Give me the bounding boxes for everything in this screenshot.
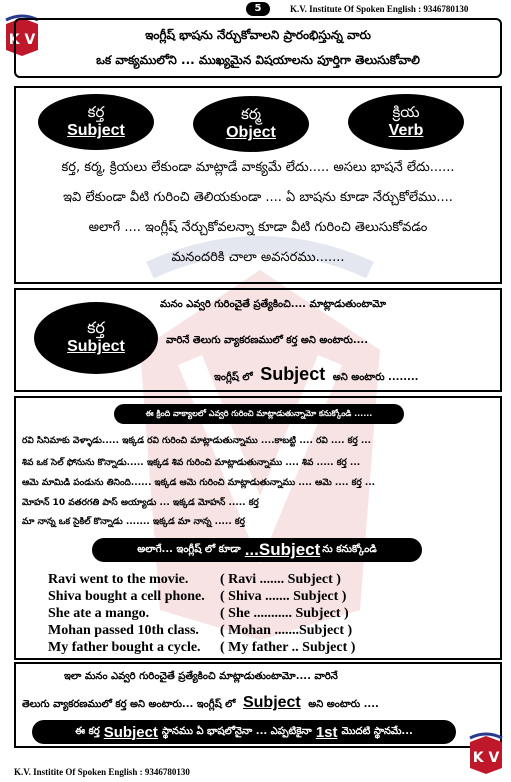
subject-line-3-word: Subject <box>260 364 326 384</box>
subject-oval-english: Subject <box>67 338 125 355</box>
subject-oval <box>34 302 158 374</box>
subject-line-2: వారినే తెలుగు వ్యాకరణములో కర్త అని అంటారు.... <box>166 335 369 346</box>
paragraph-line-1: కర్త, కర్మ, క్రియలు లేకుండా మాట్లాడే వాక్యమే లేదు..... అసలు భాషనే లేదు...... <box>61 160 455 175</box>
oval-subject <box>38 94 154 150</box>
summary-pill-word2: 1st <box>315 723 338 741</box>
paragraph-line-2: ఇవి లేకుండా వీటి గురించి తెలియకుండా .... ఏ బాషను కూడా నేర్చుకోలేము.... <box>63 190 453 205</box>
subject-line-3-pre: ఇంగ్లీష్ లో <box>214 372 253 383</box>
summary-line-1: ఇలా మనం ఎవ్వరి గురించైతే ప్రత్యేకించి మాట్లాడుతుంటామో.... వారినే <box>64 671 338 682</box>
header-institute: K.V. Institute Of Spoken English : 9346780130 <box>290 4 469 14</box>
page-number-badge <box>246 2 270 16</box>
subject-line-3-post: అని అంటారు ........ <box>332 372 419 383</box>
find-subject-banner <box>92 538 422 562</box>
english-sentence-4: Mohan passed 10th class. <box>48 623 199 638</box>
oval-object-telugu: కర్మ <box>240 105 262 123</box>
summary-pill-pre: ఈ కర్త <box>75 726 100 737</box>
english-answer-4: ( Mohan .......Subject ) <box>220 623 353 638</box>
example-telugu-5: మా నాన్న ఒక సైకిల్ కొన్నాడు ....... ఇక్కడ మా నాన్న ..... కర్త <box>22 517 245 527</box>
oval-object-english: Object <box>226 124 276 141</box>
oval-object <box>193 96 309 152</box>
english-answer-3: ( She ........... Subject ) <box>220 606 349 621</box>
find-subject-pre: అలాగే... ఇంగ్లీష్ లో కూడా <box>137 544 241 555</box>
english-answer-5: ( My father .. Subject ) <box>220 640 356 655</box>
summary-line-2-post: అని అంటారు .... <box>308 699 379 710</box>
find-subject-post: ను కనుక్కోండి <box>322 544 377 555</box>
english-sentence-1: Ravi went to the movie. <box>48 572 189 587</box>
english-answer-1: ( Ravi ....... Subject ) <box>220 572 341 587</box>
footer-institute: K.V. Institite Of Spoken English : 9346780130 <box>14 767 190 777</box>
subject-line-1: మనం ఎవ్వరి గురించైతే ప్రత్యేకించి.... మాట్లాడుతుంటామో <box>160 299 387 310</box>
summary-line-2-word: Subject <box>242 694 301 711</box>
paragraph-line-4: మనందరికి చాలా అవసరము....... <box>171 250 345 265</box>
examples-banner-text: ఈ క్రింది వాక్యాలలో ఎవ్వరి గురించి మాట్లాడుతున్నామో కనుక్కోండి ...... <box>145 408 373 418</box>
oval-verb-telugu: క్రియ <box>392 103 420 121</box>
svg-text:K V: K V <box>472 750 500 766</box>
paragraph-line-3: అలాగే .... ఇంగ్లీష్ నేర్చుకోవలన్నా కూడా వీటి గురించి తెలుసుకోవడం <box>88 220 428 235</box>
example-telugu-4: మోహన్ 10 వతరగతి పాస్ అయ్యాడు ... ఇక్కడ మోహన్ ..... కర్త <box>22 498 259 508</box>
oval-subject-telugu: కర్త <box>87 103 105 121</box>
intro-box <box>14 18 502 78</box>
summary-pill-mid: స్థానము ఏ భాషలోనైనా ... ఎప్పటికైనా <box>161 726 312 737</box>
summary-pill-post: మొదటి స్థానమే... <box>341 726 413 737</box>
example-telugu-3: ఆమె మామిడి పండును తినింది...... ఇక్కడ ఆమె గురించి మాట్లాడుతున్నాము .... ఆమె .... కర్త ... <box>22 478 376 488</box>
english-sentence-5: My father bought a cycle. <box>48 640 201 655</box>
summary-pill <box>32 720 456 744</box>
oval-verb-english: Verb <box>388 122 424 139</box>
logo-bottom-right <box>466 732 506 774</box>
intro-line-2: ఒక వాక్యములోని ... ముఖ్యమైన విషయాలను పూర్తిగా తెలుసుకోవాలి <box>96 53 420 67</box>
english-answer-2: ( Shiva ....... Subject ) <box>220 589 347 604</box>
english-sentence-2: Shiva bought a cell phone. <box>48 589 205 604</box>
example-telugu-1: రవి సినిమాకు వెళ్ళాడు..... ఇక్కడ రవి గురించి మాట్లాడుతున్నాము ....కాబట్టి .... రవి .... కర్త ... <box>22 436 372 446</box>
page-number: 5 <box>254 3 262 14</box>
subject-line-3 <box>214 364 418 385</box>
oval-verb <box>348 94 464 150</box>
book-logo-icon <box>466 732 506 774</box>
summary-pill-word: Subject <box>103 723 158 741</box>
summary-line-2-pre: తెలుగు వ్యాకరణములో కర్త అని అంటారు... ఇంగ్లీష్ లో <box>22 699 236 710</box>
intro-line-1: ఇంగ్లీష్ భాషను నేర్చుకోవాలని ప్రారంభిస్తున్న వారు <box>145 28 371 42</box>
summary-line-2 <box>22 694 379 712</box>
oval-subject-english: Subject <box>67 122 125 139</box>
examples-banner <box>114 404 404 424</box>
english-sentence-3: She ate a mango. <box>48 606 150 621</box>
example-telugu-2: శివ ఒక సెల్ ఫోనును కొన్నాడు..... ఇక్కడ శివ గురించి మాట్లాడుతున్నాము .... శివ ..... కర్త ... <box>22 458 361 468</box>
find-subject-word: ...Subject <box>244 540 321 559</box>
subject-oval-telugu: కర్త <box>87 318 105 337</box>
svg-text:K V: K V <box>8 32 36 48</box>
